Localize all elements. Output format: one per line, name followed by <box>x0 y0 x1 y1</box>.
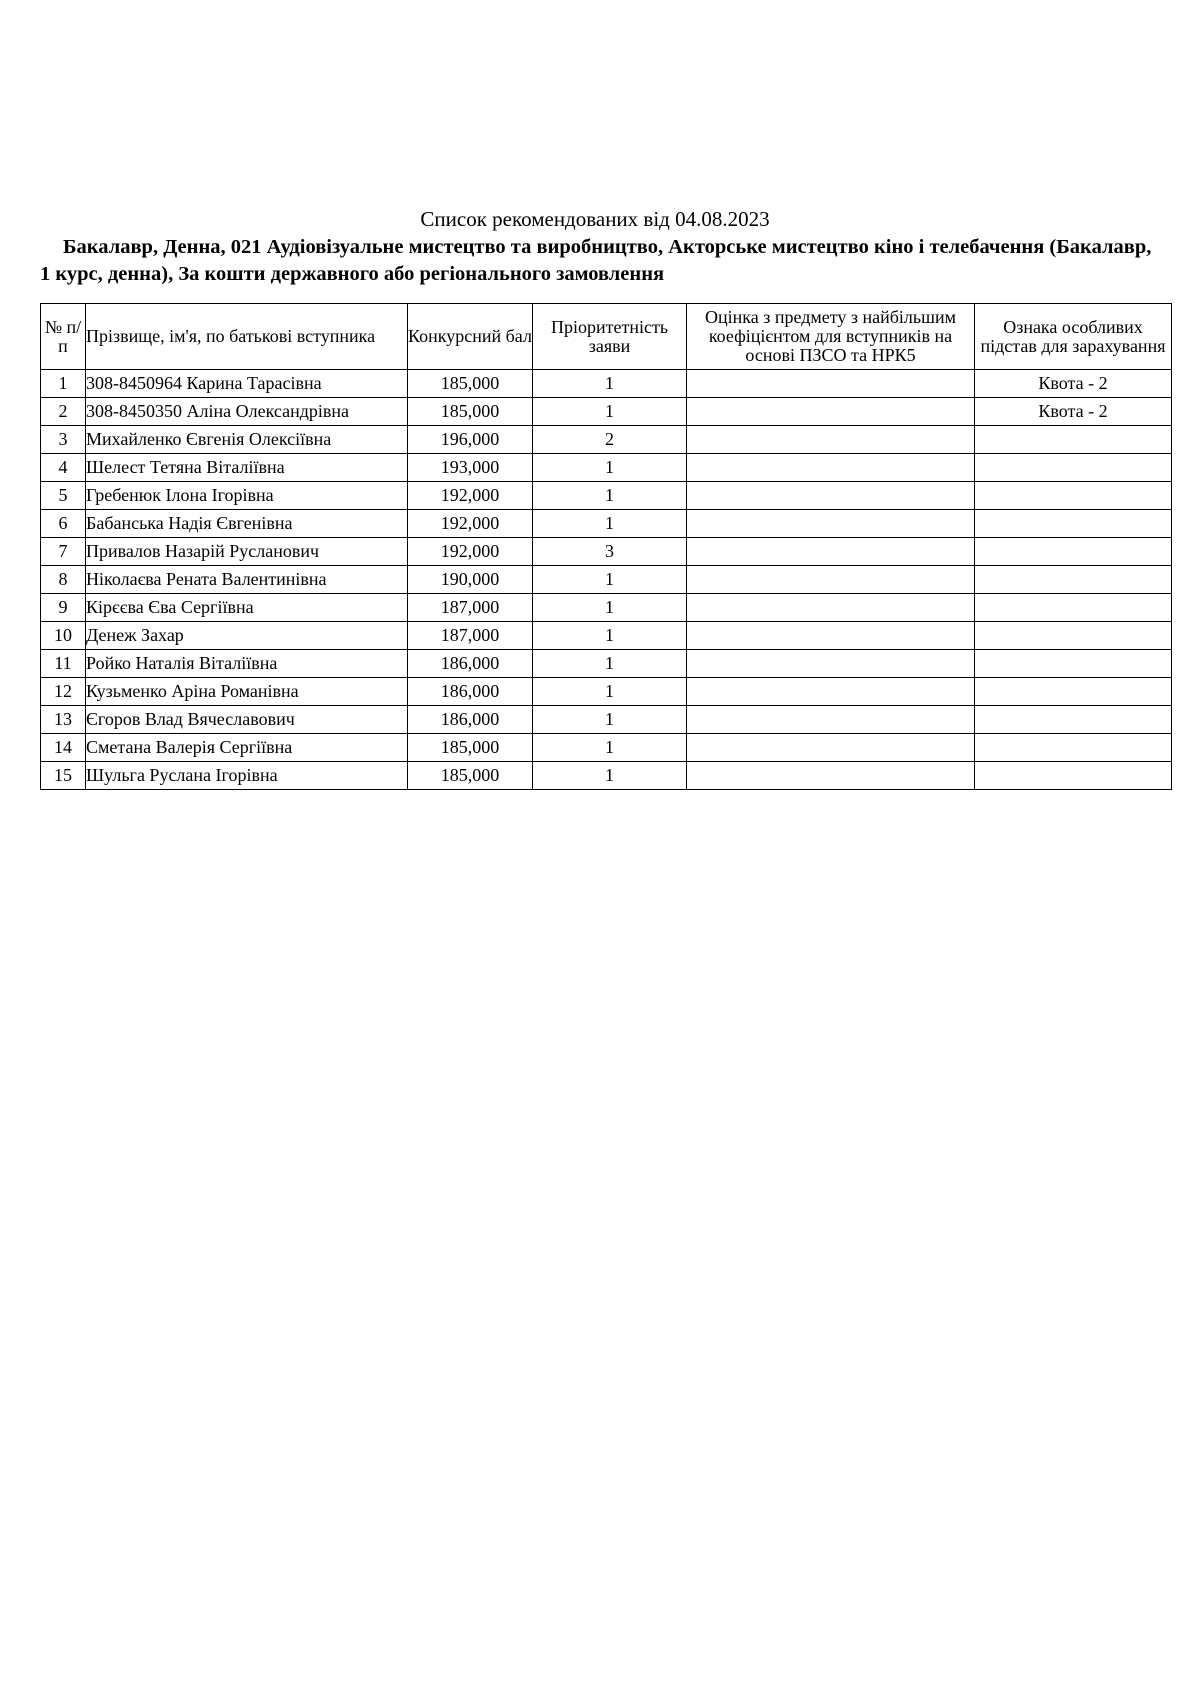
cell-name: Михайленко Євгенія Олексіївна <box>86 426 408 454</box>
cell-priority: 1 <box>533 454 687 482</box>
cell-priority: 3 <box>533 538 687 566</box>
cell-special-grounds <box>975 566 1172 594</box>
cell-num: 3 <box>41 426 86 454</box>
cell-priority: 1 <box>533 370 687 398</box>
cell-name: Сметана Валерія Сергіївна <box>86 734 408 762</box>
cell-num: 5 <box>41 482 86 510</box>
cell-subject-grade <box>687 622 975 650</box>
cell-priority: 1 <box>533 398 687 426</box>
table-row <box>41 538 1172 566</box>
cell-name: Бабанська Надія Євгенівна <box>86 510 408 538</box>
cell-special-grounds <box>975 482 1172 510</box>
page-title: Список рекомендованих від 04.08.2023 <box>420 207 770 231</box>
cell-special-grounds: Квота - 2 <box>975 398 1172 426</box>
table-row <box>41 594 1172 622</box>
cell-special-grounds <box>975 538 1172 566</box>
cell-score: 190,000 <box>408 566 533 594</box>
cell-special-grounds <box>975 594 1172 622</box>
cell-subject-grade <box>687 566 975 594</box>
table-row <box>41 398 1172 426</box>
cell-priority: 1 <box>533 678 687 706</box>
cell-name: 308-8450350 Аліна Олександрівна <box>86 398 408 426</box>
cell-special-grounds <box>975 454 1172 482</box>
cell-subject-grade <box>687 678 975 706</box>
cell-num: 13 <box>41 706 86 734</box>
cell-score: 192,000 <box>408 482 533 510</box>
header-score: Конкурсний бал <box>408 304 533 370</box>
table-body <box>41 370 1172 790</box>
header-subject-grade: Оцінка з предмету з найбільшим коефіцієнтом для вступників на основі ПЗСО та НРК5 <box>687 304 975 370</box>
cell-score: 185,000 <box>408 762 533 790</box>
table-row <box>41 566 1172 594</box>
cell-num: 14 <box>41 734 86 762</box>
cell-score: 186,000 <box>408 650 533 678</box>
cell-score: 196,000 <box>408 426 533 454</box>
cell-name: Ройко Наталія Віталіївна <box>86 650 408 678</box>
cell-score: 186,000 <box>408 706 533 734</box>
cell-priority: 1 <box>533 706 687 734</box>
cell-num: 12 <box>41 678 86 706</box>
cell-score: 192,000 <box>408 510 533 538</box>
cell-num: 1 <box>41 370 86 398</box>
cell-special-grounds <box>975 650 1172 678</box>
cell-score: 185,000 <box>408 370 533 398</box>
cell-score: 186,000 <box>408 678 533 706</box>
cell-score: 187,000 <box>408 622 533 650</box>
cell-special-grounds <box>975 622 1172 650</box>
cell-priority: 1 <box>533 510 687 538</box>
cell-subject-grade <box>687 734 975 762</box>
list-subtitle: Бакалавр, Денна, 021 Аудіовізуальне мистецтво та виробництво, Акторське мистецтво кіно і телебачення (Бакалавр, 1 курс, денна), За кошти державного або регіонального замовлення <box>40 236 1152 285</box>
cell-priority: 1 <box>533 566 687 594</box>
cell-num: 6 <box>41 510 86 538</box>
cell-name: Денеж Захар <box>86 622 408 650</box>
cell-subject-grade <box>687 594 975 622</box>
cell-special-grounds <box>975 510 1172 538</box>
cell-priority: 1 <box>533 650 687 678</box>
cell-subject-grade <box>687 538 975 566</box>
cell-subject-grade <box>687 762 975 790</box>
header-special-grounds: Ознака особливих підстав для зарахування <box>975 304 1172 370</box>
cell-num: 4 <box>41 454 86 482</box>
header-priority: Пріоритетність заяви <box>533 304 687 370</box>
cell-name: Привалов Назарій Русланович <box>86 538 408 566</box>
cell-special-grounds <box>975 706 1172 734</box>
table-header-row <box>41 304 1172 370</box>
cell-priority: 1 <box>533 762 687 790</box>
table-row <box>41 370 1172 398</box>
cell-priority: 1 <box>533 734 687 762</box>
table-row <box>41 454 1172 482</box>
table-row <box>41 650 1172 678</box>
table-row <box>41 678 1172 706</box>
cell-score: 193,000 <box>408 454 533 482</box>
cell-name: Шелест Тетяна Віталіївна <box>86 454 408 482</box>
cell-subject-grade <box>687 510 975 538</box>
cell-num: 7 <box>41 538 86 566</box>
cell-num: 10 <box>41 622 86 650</box>
cell-special-grounds <box>975 734 1172 762</box>
cell-score: 187,000 <box>408 594 533 622</box>
cell-special-grounds: Квота - 2 <box>975 370 1172 398</box>
cell-score: 192,000 <box>408 538 533 566</box>
cell-name: Кірєєва Єва Сергіївна <box>86 594 408 622</box>
cell-num: 15 <box>41 762 86 790</box>
table-row <box>41 734 1172 762</box>
cell-name: Кузьменко Аріна Романівна <box>86 678 408 706</box>
cell-name: 308-8450964 Карина Тарасівна <box>86 370 408 398</box>
cell-num: 8 <box>41 566 86 594</box>
cell-subject-grade <box>687 454 975 482</box>
table-row <box>41 426 1172 454</box>
cell-priority: 1 <box>533 594 687 622</box>
cell-special-grounds <box>975 678 1172 706</box>
cell-special-grounds <box>975 426 1172 454</box>
cell-priority: 1 <box>533 482 687 510</box>
header-num: № п/п <box>41 304 86 370</box>
cell-num: 9 <box>41 594 86 622</box>
header-name: Прізвище, ім'я, по батькові вступника <box>86 304 408 370</box>
recommended-list-table <box>40 303 1172 790</box>
cell-priority: 1 <box>533 622 687 650</box>
cell-name: Єгоров Влад Вячеславович <box>86 706 408 734</box>
cell-num: 11 <box>41 650 86 678</box>
cell-name: Гребенюк Ілона Ігорівна <box>86 482 408 510</box>
table-row <box>41 510 1172 538</box>
cell-name: Шульга Руслана Ігорівна <box>86 762 408 790</box>
cell-name: Ніколаєва Рената Валентинівна <box>86 566 408 594</box>
cell-subject-grade <box>687 370 975 398</box>
cell-num: 2 <box>41 398 86 426</box>
table-row <box>41 622 1172 650</box>
cell-subject-grade <box>687 426 975 454</box>
cell-subject-grade <box>687 482 975 510</box>
table-row <box>41 706 1172 734</box>
cell-score: 185,000 <box>408 734 533 762</box>
cell-special-grounds <box>975 762 1172 790</box>
cell-subject-grade <box>687 398 975 426</box>
cell-subject-grade <box>687 706 975 734</box>
table-row <box>41 482 1172 510</box>
table-row <box>41 762 1172 790</box>
cell-subject-grade <box>687 650 975 678</box>
cell-priority: 2 <box>533 426 687 454</box>
cell-score: 185,000 <box>408 398 533 426</box>
